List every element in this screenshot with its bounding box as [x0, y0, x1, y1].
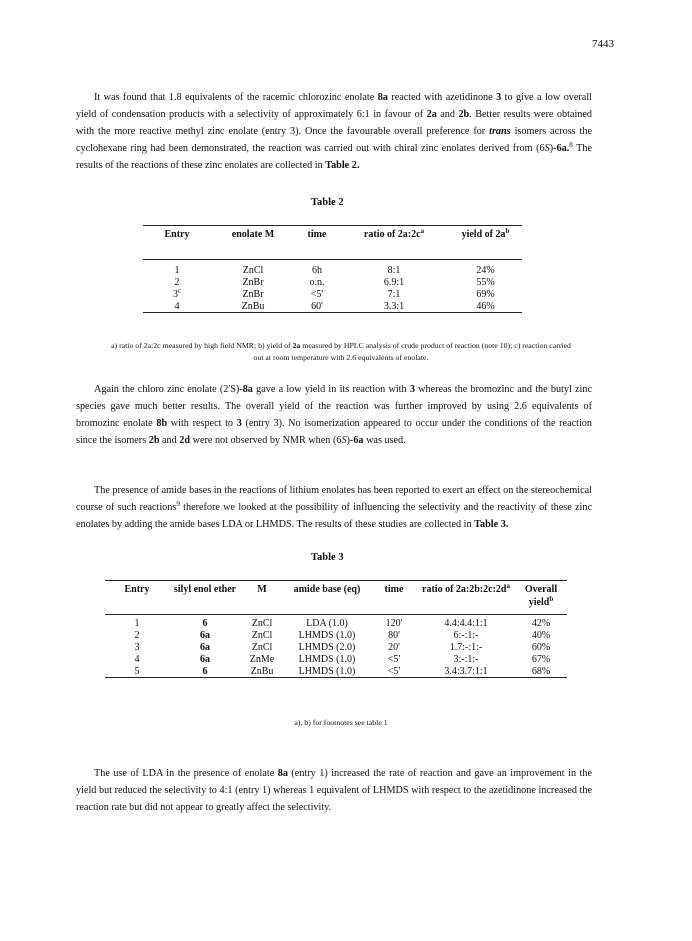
table-2-footnote: a) ratio of 2a:2c measured by high field NMR; b) yield of 2a measured by HPLC analysis of crude product of reaction (note 10); c) reaction carried out at room temperature with 2.6 equivalents of enolate.: [111, 341, 571, 362]
table-cell: LHMDS (1.0): [298, 665, 356, 677]
table-3-header-overall-yield: Overall yield$^b$: [524, 584, 558, 608]
table-cell: ZnCl: [242, 265, 264, 276]
table-cell: <5': [387, 665, 401, 677]
table-cell: 1.7:-:1:-: [449, 641, 483, 653]
table-cell: 3$^c$: [172, 286, 182, 300]
table-cell: <5': [310, 288, 324, 300]
table-cell: 69%: [476, 288, 495, 300]
table-cell: ZnCl: [251, 629, 273, 641]
table-cell: 6h: [312, 265, 322, 276]
table-3: [105, 580, 567, 678]
table-cell: <5': [387, 653, 401, 665]
paragraph-1: It was found that 1.8 equivalents of the racemic chlorozinc enolate 8a reacted with azetidinone 3 to give a low overall yield of condensation products with a selectivity of approximately 6:1 in favour of 2a and 2b. Better results were obtained with the more reactive methyl zinc enolate (entry 3). Once the favourable overall preference for trans isomers across the cyclohexane ring had been demonstrated, the reaction was carried out with chiral zinc enolates derived from (6S)-6a.$^8$ The results of the reactions of these zinc enolates are collected in Table 2.: [76, 92, 592, 171]
table-row: [143, 301, 522, 313]
paragraph-3: The presence of amide bases in the reactions of lithium enolates has been reported to exert an effect on the stereochemical course of such reactions$^9$ therefore we looked at the possibility of influencing the selectivity and the reactivity of these zinc enolates by adding the amide bases LDA or LHMDS. The results of these studies are collected in Table 3.: [76, 485, 592, 530]
table-cell: 4: [134, 653, 140, 665]
table-cell: 24%: [476, 265, 495, 276]
table-3-caption: Table 3: [311, 552, 344, 563]
table-row: [105, 642, 567, 654]
table-cell: 5: [134, 665, 140, 677]
table-row: [105, 654, 567, 666]
table-row: [105, 615, 567, 630]
table-cell: 2: [134, 629, 140, 641]
table-row: [105, 630, 567, 642]
table-2: [143, 225, 522, 313]
table-cell: 68%: [531, 665, 551, 677]
table-2-header-row: [143, 226, 522, 260]
table-cell: 3: [134, 641, 140, 653]
table-cell: 20': [388, 641, 400, 653]
table-cell: LHMDS (2.0): [298, 641, 356, 653]
table-cell: 6a: [200, 641, 210, 653]
table-2-header-ratio: ratio of $2a:2c^a$: [363, 227, 425, 240]
table-3-header-amide-base: amide base (eq): [293, 584, 361, 595]
table-cell: 3.3:1: [383, 300, 405, 312]
table-3-header-silyl-enol-ether: silyl enol ether: [173, 584, 237, 595]
table-cell: 1: [134, 618, 140, 629]
table-cell: ZnBr: [242, 288, 264, 300]
table-cell: 42%: [531, 618, 551, 629]
table-cell: 8:1: [387, 265, 401, 276]
table-3-header-entry: Entry: [124, 584, 150, 595]
table-cell: LDA (1.0): [306, 618, 348, 629]
table-2-header-entry: Entry: [164, 229, 190, 240]
table-2-header-enolate: enolate M: [231, 229, 275, 240]
table-row: [143, 277, 522, 289]
table-3-footnote: a), b) for footnotes see table 1: [294, 718, 388, 727]
table-cell: 40%: [531, 629, 551, 641]
table-cell: 6:-:1:-: [453, 629, 479, 641]
table-cell: ZnBr: [242, 276, 264, 288]
table-row: [143, 289, 522, 301]
page-number: 7443: [592, 38, 614, 50]
paragraph-2: Again the chloro zinc enolate (2'S)-8a gave a low yield in its reaction with 3 whereas the bromozinc and the butyl zinc species gave much better results. The overall yield of the reaction was further improved by using 2.6 equivalents of bromozinc enolate 8b with respect to 3 (entry 3). No isomerization appeared to occur under the conditions of the reaction since the isomers 2b and 2d were not observed by NMR when (6S)-6a was used.: [76, 384, 593, 446]
table-cell: 67%: [531, 653, 551, 665]
paragraph-4: The use of LDA in the presence of enolate 8a (entry 1) increased the rate of reaction and gave an improvement in the yield but reduced the selectivity to 4:1 (entry 1) whereas 1 equivalent of LHMDS with respect to the azetidinone increased the reaction rate but did not appear to greatly affect the selectivity.: [76, 768, 592, 813]
table-cell: 6.9:1: [383, 276, 405, 288]
table-row: [143, 260, 522, 277]
table-cell: 4: [174, 300, 180, 312]
table-cell: LHMDS (1.0): [298, 653, 356, 665]
table-2-header-yield: yield of $2a^b$: [461, 227, 510, 240]
table-cell: ZnBu: [241, 300, 265, 312]
table-cell: 60%: [531, 641, 551, 653]
table-2-caption: Table 2: [311, 197, 344, 208]
table-cell: 4.4:4.4:1:1: [444, 618, 488, 629]
table-3-header-time: time: [384, 584, 404, 595]
table-cell: 80': [388, 629, 400, 641]
table-row: [105, 666, 567, 678]
table-cell: ZnMe: [249, 653, 275, 665]
table-cell: 6: [202, 618, 208, 629]
table-cell: 6a: [200, 653, 210, 665]
table-cell: 120': [385, 618, 403, 629]
table-cell: 6: [202, 665, 208, 677]
table-cell: 60': [311, 300, 323, 312]
table-cell: 1: [174, 265, 180, 276]
table-cell: 3.4:3.7:1:1: [444, 665, 488, 677]
table-cell: LHMDS (1.0): [298, 629, 356, 641]
table-cell: 46%: [476, 300, 495, 312]
table-3-header-m: M: [257, 584, 267, 595]
table-3-header-row: [105, 581, 567, 615]
table-3-header-ratio: ratio of $2a:2b:2c:2d^a$: [422, 582, 510, 595]
table-cell: ZnCl: [251, 618, 273, 629]
table-cell: ZnBu: [250, 665, 274, 677]
table-cell: 2: [174, 276, 180, 288]
table-cell: ZnCl: [251, 641, 273, 653]
table-cell: 3:-:1:-: [453, 653, 479, 665]
table-cell: 7:1: [387, 288, 401, 300]
table-2-header-time: time: [307, 229, 327, 240]
table-cell: 55%: [476, 276, 495, 288]
table-cell: o.n.: [309, 276, 325, 288]
table-cell: 6a: [200, 629, 210, 641]
